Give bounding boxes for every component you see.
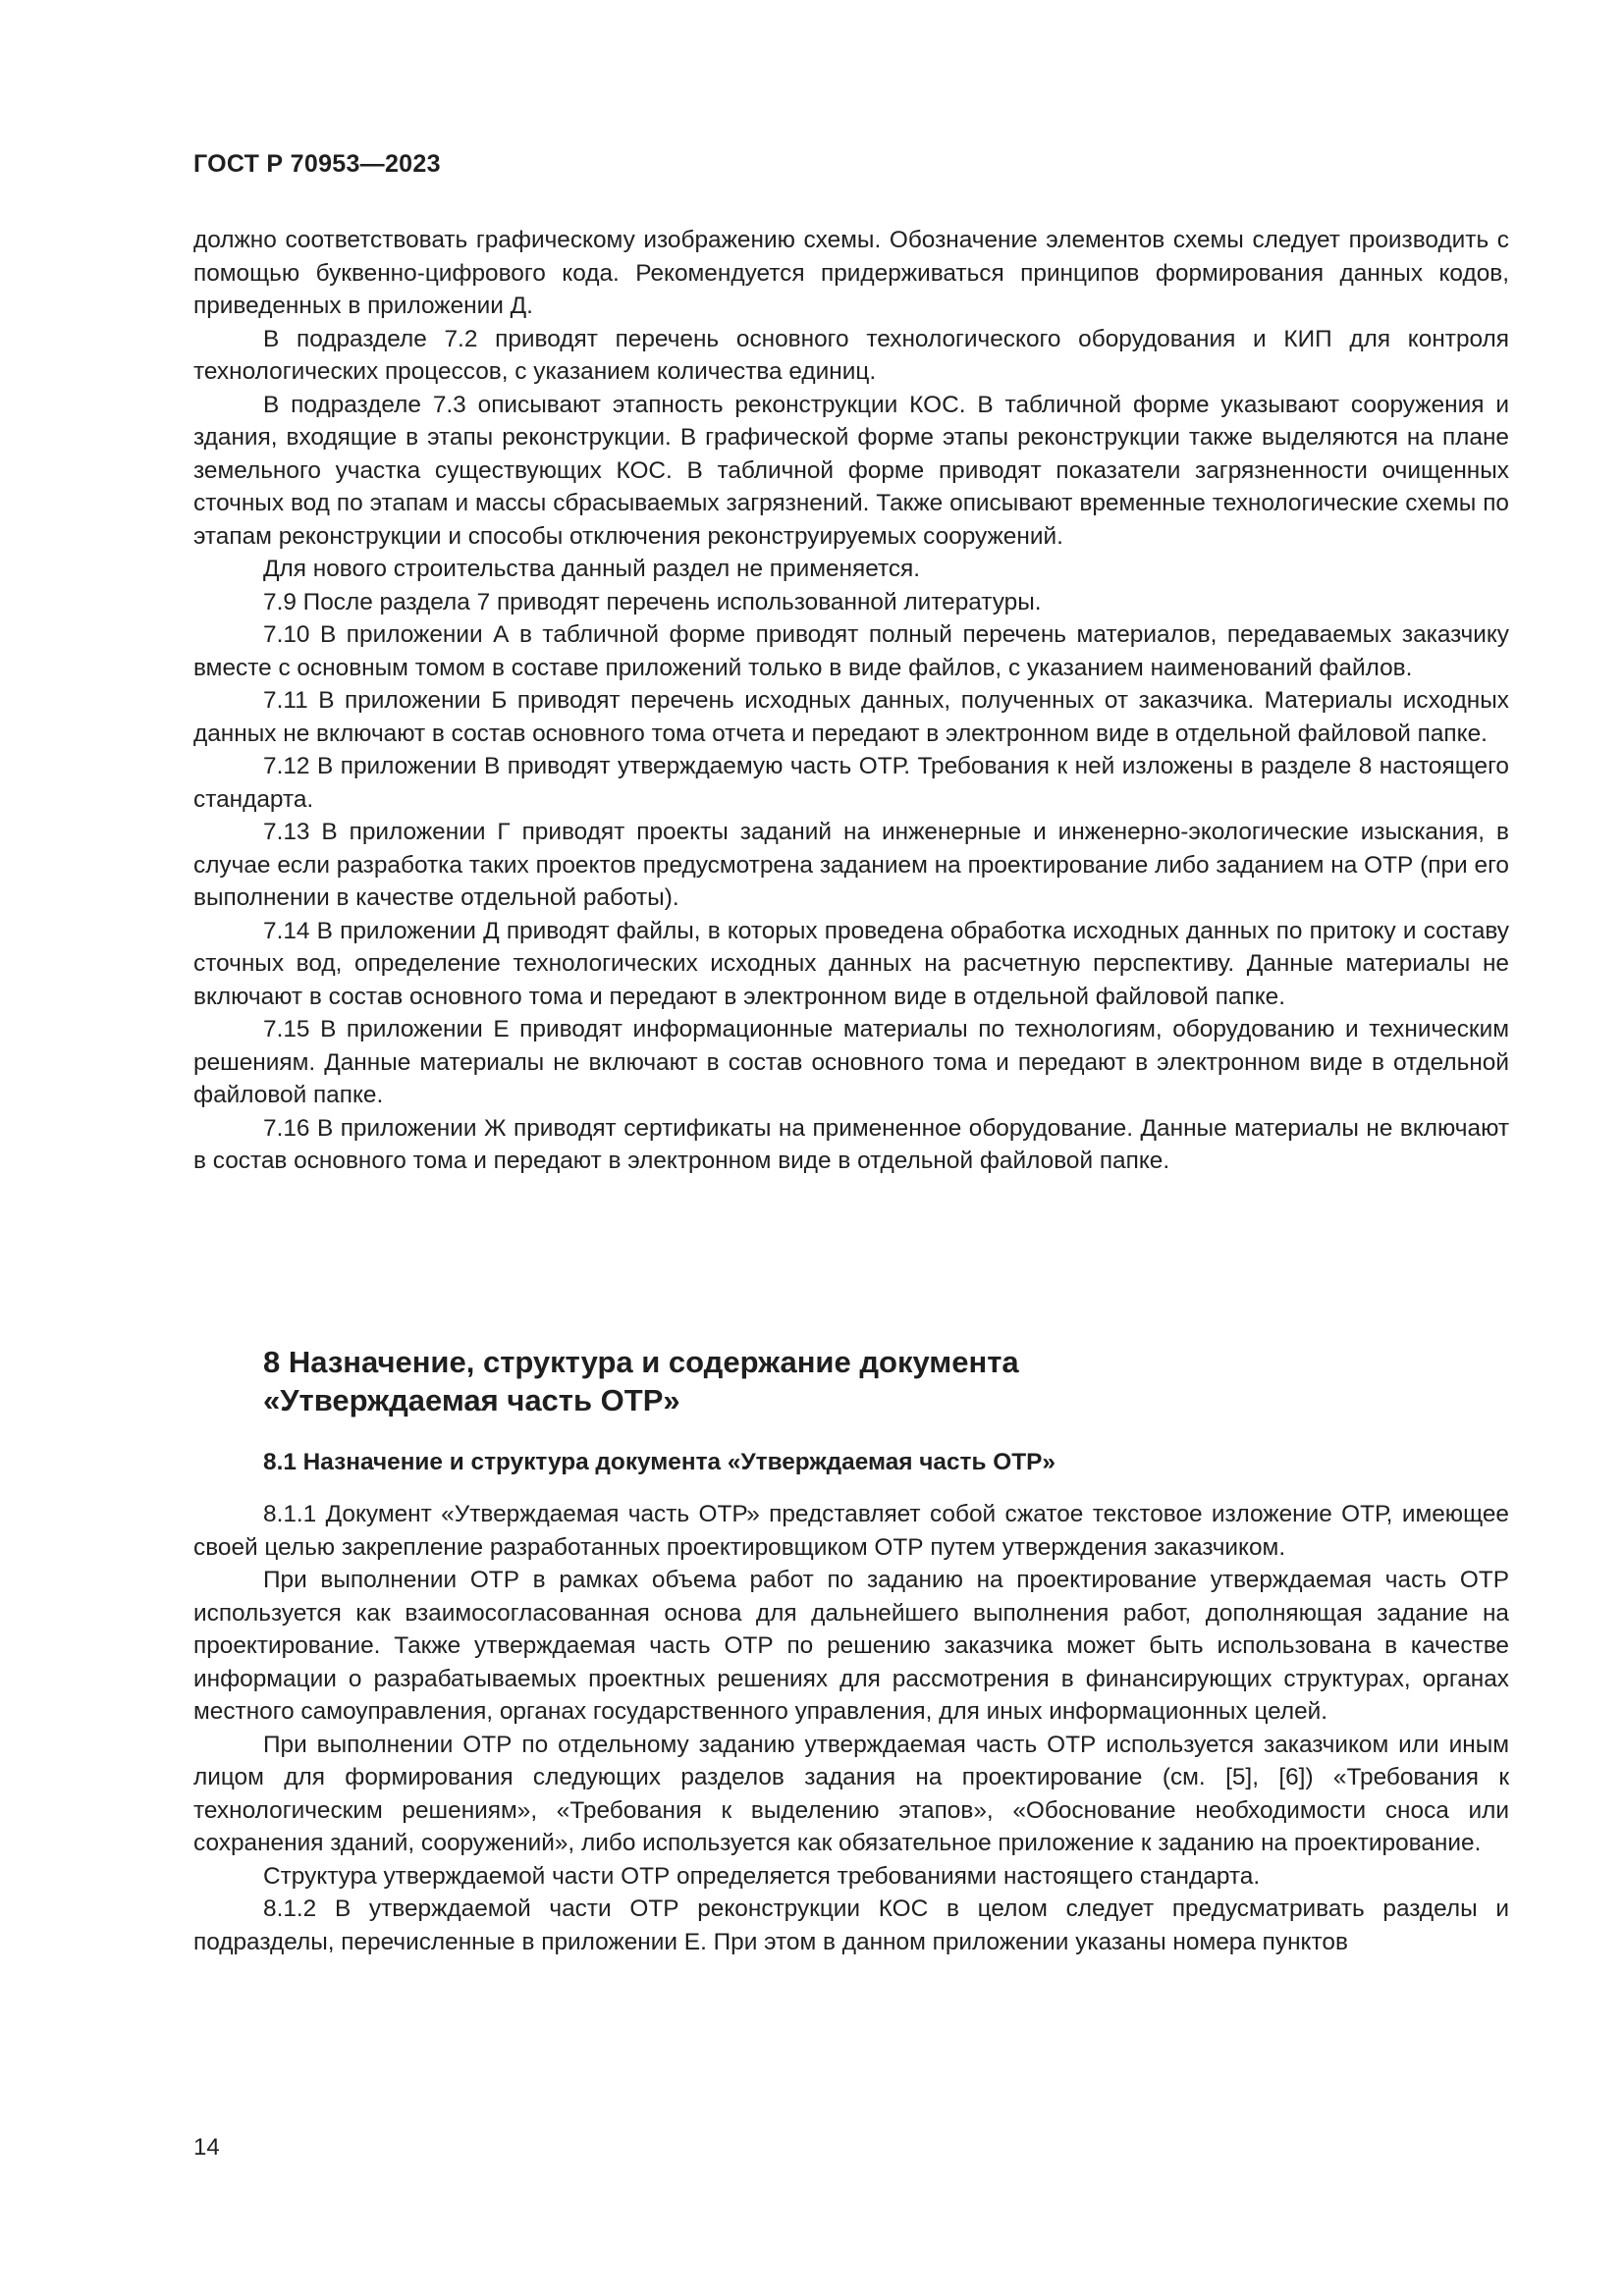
paragraph: 7.15 В приложении Е приводят информационные материалы по технологиям, оборудованию и техническим решениям. Данные материалы не включают в состав основного тома и передают в электронном виде в отдельной файловой папке.: [193, 1016, 1509, 1108]
body-text-block-2: [193, 1498, 1509, 1958]
paragraph: 7.10 В приложении А в табличной форме приводят полный перечень материалов, передаваемых заказчику вместе с основным томом в составе приложений только в виде файлов, с указанием наименований файлов.: [193, 621, 1509, 681]
section-8-title: [263, 1343, 1441, 1419]
body-text-block-1: [193, 224, 1509, 1178]
paragraph: В подразделе 7.3 описывают этапность реконструкции КОС. В табличной форме указывают сооружения и здания, входящие в этапы реконструкции. В графической форме этапы реконструкции также выделяются на плане земельного участка существующих КОС. В табличной форме приводят показатели загрязненности очищенных сточных вод по этапам и массы сбрасываемых загрязнений. Также описывают временные технологические схемы по этапам реконструкции и способы отключения реконструируемых сооружений.: [193, 391, 1509, 550]
page-number: 14: [193, 2134, 220, 2161]
paragraph: 7.9 После раздела 7 приводят перечень использованной литературы.: [263, 588, 1042, 615]
paragraph: 8.1.2 В утверждаемой части ОТР реконструкции КОС в целом следует предусматривать разделы и подразделы, перечисленные в приложении Е. При этом в данном приложении указаны номера пунктов: [193, 1896, 1509, 1955]
document-code-header: ГОСТ Р 70953—2023: [193, 150, 441, 178]
section-title-line: 8 Назначение, структура и содержание документа: [263, 1345, 1019, 1379]
paragraph: 7.12 В приложении В приводят утверждаемую часть ОТР. Требования к ней изложены в разделе 8 настоящего стандарта.: [193, 753, 1509, 813]
section-title-line: «Утверждаемая часть ОТР»: [263, 1383, 680, 1417]
paragraph: 7.16 В приложении Ж приводят сертификаты на примененное оборудование. Данные материалы не включают в состав основного тома и передают в электронном виде в отдельной файловой папке.: [193, 1114, 1509, 1174]
paragraph: 7.11 В приложении Б приводят перечень исходных данных, полученных от заказчика. Материалы исходных данных не включают в состав основного тома отчета и передают в электронном виде в отдельной файловой папке.: [193, 687, 1509, 747]
paragraph: должно соответствовать графическому изображению схемы. Обозначение элементов схемы следует производить с помощью буквенно-цифрового кода. Рекомендуется придерживаться принципов формирования данных кодов, приведенных в приложении Д.: [193, 227, 1509, 319]
paragraph: В подразделе 7.2 приводят перечень основного технологического оборудования и КИП для контроля технологических процессов, с указанием количества единиц.: [193, 325, 1509, 385]
paragraph: При выполнении ОТР по отдельному заданию утверждаемая часть ОТР используется заказчиком или иным лицом для формирования следующих разделов задания на проектирование (см. [5], [6]) «Требования к технологическим решениям», «Требования к выделению этапов», «Обоснование необходимости сноса или сохранения зданий, сооружений», либо используется как обязательное приложение к заданию на проектирование.: [193, 1731, 1509, 1856]
paragraph: Для нового строительства данный раздел не применяется.: [263, 556, 921, 582]
paragraph: 7.14 В приложении Д приводят файлы, в которых проведена обработка исходных данных по притоку и составу сточных вод, определение технологических исходных данных на расчетную перспективу. Данные материалы не включают в состав основного тома и передают в электронном виде в отдельной файловой папке.: [193, 917, 1509, 1010]
paragraph: 7.13 В приложении Г приводят проекты заданий на инженерные и инженерно-экологические изыскания, в случае если разработка таких проектов предусмотрена заданием на проектирование либо заданием на ОТР (при его выполнении в качестве отдельной работы).: [193, 819, 1509, 911]
paragraph: При выполнении ОТР в рамках объема работ по заданию на проектирование утверждаемая часть ОТР используется как взаимосогласованная основа для дальнейшего выполнения работ, дополняющая задание на проектирование. Также утверждаемая часть ОТР по решению заказчика может быть использована в качестве информации о разрабатываемых проектных решениях для рассмотрения в финансирующих структурах, органах местного самоуправления, органах государственного управления, для иных информационных целей.: [193, 1567, 1509, 1725]
paragraph: Структура утверждаемой части ОТР определяется требованиями настоящего стандарта.: [263, 1862, 1261, 1890]
paragraph: 8.1.1 Документ «Утверждаемая часть ОТР» представляет собой сжатое текстовое изложение ОТР, имеющее своей целью закрепление разработанных проектировщиком ОТР путем утверждения заказчиком.: [193, 1501, 1509, 1561]
subsection-8-1-title: 8.1 Назначение и структура документа «Утверждаемая часть ОТР»: [263, 1449, 1056, 1475]
